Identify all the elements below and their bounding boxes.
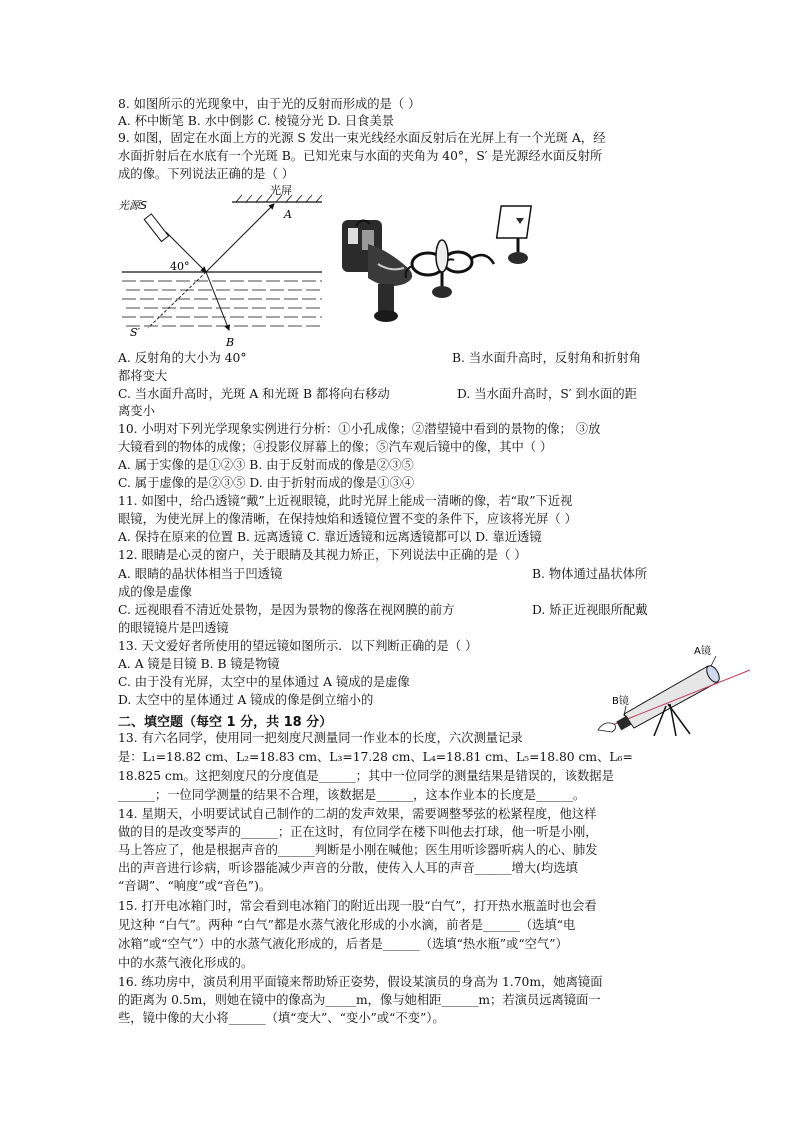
fill-q16-line3: 些，镜中像的大小将______（填“变大”、“变小”或“不变”）。 (118, 1011, 445, 1025)
q9-opt-c: C. 当水面升高时，光斑 A 和光斑 B 都将向右移动 (118, 387, 390, 401)
fill-q14-line3: 马上答应了，他是根据声音的______判断是小刚在喊他；医生用听诊器听病人的心、肺发 (118, 843, 598, 857)
label-mirror-a: A镜 (694, 646, 711, 657)
q8-options: A. 杯中断笔 B. 水中倒影 C. 棱镜分光 D. 日食美景 (118, 114, 395, 128)
fill-q16-line2: 的距离为 0.5m，则她在镜中的像高为_____m，像与她相距______m；若演员远离镜面一 (118, 993, 601, 1007)
fill-q13-line3: 18.825 cm。这把刻度尺的分度值是______；其中一位同学的测量结果是错误的，该数据是 (118, 769, 614, 783)
fill-q14-line5: “音调”、“响度”或“音色”)。 (118, 879, 272, 893)
fill-q14-line2: 做的目的是改变琴声的______；正在这时，有位同学在楼下叫他去打球，他一听是小刚， (118, 825, 598, 839)
reflection-refraction-diagram (116, 184, 328, 350)
label-angle: 40° (170, 260, 190, 273)
q9-opt-d1: D. 当水面升高时，S′ 到水面的距 (457, 387, 637, 401)
fill-q15-line3: 冰箱”或“空气”）中的水蒸气液化形成的，后者是______（选填“热水瓶”或“空气”） (118, 937, 568, 951)
telescope-figure (590, 640, 760, 736)
label-image-s: S′ (130, 326, 141, 339)
q13-opt-c: C. 由于没有光屏，太空中的星体通过 A 镜成的是虚像 (118, 675, 410, 689)
fill-q14-line1: 14. 星期天，小明要试试自己制作的二胡的发声效果，需要调整琴弦的松紧程度，他这样 (118, 807, 597, 821)
label-b: B (226, 336, 235, 349)
q13-stem: 13. 天文爱好者所使用的望远镜如图所示．以下判断正确的是（ ） (118, 639, 478, 653)
fill-q13-line1: 13. 有六名同学，使用同一把刻度尺测量同一作业本的长度，六次测量记录 (118, 731, 523, 745)
q10-line1: 10. 小明对下列光学现象实例进行分析：①小孔成像；②潜望镜中看到的景物的像； ③放 (118, 422, 601, 436)
q10-opt-cd: C. 属于虚像的是②③⑤ D. 由于折射而成的像是①③④ (118, 476, 415, 490)
label-screen: 光屏 (270, 184, 292, 197)
q12-opt-b1: B. 物体通过晶状体所 (532, 567, 648, 581)
fill-q14-line4: 出的声音进行诊病，听诊器能减少声音的分散，使传入人耳的声音______增大(均选填 (118, 861, 578, 875)
fill-q15-line4: 中的水蒸气液化形成的。 (118, 956, 254, 970)
q9-line1: 9. 如图，固定在水面上方的光源 S 发出一束光线经水面反射后在光屏上有一个光斑 A，经 (118, 131, 606, 145)
q13-opt-d: D. 太空中的星体通过 A 镜成的像是倒立缩小的 (118, 693, 374, 707)
q9-opt-b1: B. 当水面升高时，反射角和折射角 (452, 351, 642, 365)
q12-opt-c: C. 远视眼看不清近处景物，是因为景物的像落在视网膜的前方 (118, 603, 455, 617)
lens-experiment-photo (338, 200, 550, 332)
fill-q13-line4: ______；一位同学测量的结果不合理，该数据是______，这本作业本的长度是______。 (118, 788, 586, 802)
q11-opts: A. 保持在原来的位置 B. 远离透镜 C. 靠近透镜和远离透镜都可以 D. 靠近透镜 (118, 530, 542, 544)
fill-q15-line1: 15. 打开电冰箱门时，常会看到电冰箱门的附近出现一股“白气”，打开热水瓶盖时也会看 (118, 899, 597, 913)
q12-opt-d1: D. 矫正近视眼所配戴 (532, 603, 648, 617)
q12-opt-d2: 的眼镜镜片是凹透镜 (118, 621, 229, 635)
fill-q15-line2: 见这种 “白气”。两种 “白气”都是水蒸气液化形成的小水滴，前者是______（选填“电 (118, 918, 576, 932)
q13-opt-a: A. A 镜是目镜 B. B 镜是物镜 (118, 657, 280, 671)
q9-opt-b2: 都将变大 (118, 369, 168, 383)
q9-opt-d2: 离变小 (118, 404, 155, 418)
q10-opt-ab: A. 属于实像的是①②③ B. 由于反射而成的像是②③⑤ (118, 458, 414, 472)
q8-stem: 8. 如图所示的光现象中，由于光的反射而形成的是（ ） (118, 97, 421, 111)
q11-line1: 11. 如图中，给凸透镜“戴”上近视眼镜，此时光屏上能成一清晰的像，若“取”下近视 (118, 494, 573, 508)
q11-line2: 眼镜，为使光屏上的像清晰，在保持烛焰和透镜位置不变的条件下，应该将光屏（ ） (118, 512, 577, 526)
section-fill-title: 二、填空题（每空 1 分，共 18 分） (118, 715, 333, 730)
q12-opt-b2: 成的像是虚像 (118, 585, 192, 599)
q9-opt-a: A. 反射角的大小为 40° (118, 351, 247, 365)
q12-opt-a: A. 眼睛的晶状体相当于凹透镜 (118, 567, 283, 581)
label-a: A (284, 208, 292, 221)
label-source: 光源S (118, 199, 147, 212)
q9-line3: 成的像。下列说法正确的是（ ） (118, 167, 295, 181)
fill-q16-line1: 16. 练功房中，演员利用平面镜来帮助矫正姿势，假设某演员的身高为 1.70m，她离镜面 (118, 975, 603, 989)
q10-line2: 大镜看到的物体的成像；④投影仪屏幕上的像；⑤汽车观后镜中的像，其中（ ） (118, 440, 553, 454)
q12-stem: 12. 眼睛是心灵的窗户，关于眼睛及其视力矫正，下列说法中正确的是（ ） (118, 548, 527, 562)
fill-q13-line2: 是：L₁=18.82 cm、L₂=18.83 cm、L₃=17.28 cm、L₄=18.81 cm、L₅=18.80 cm、L₆= (118, 750, 633, 764)
label-mirror-b: B镜 (612, 696, 629, 707)
q9-line2: 水面折射后在水底有一个光斑 B。已知光束与水面的夹角为 40°，S′ 是光源经水面反射所 (118, 149, 603, 163)
